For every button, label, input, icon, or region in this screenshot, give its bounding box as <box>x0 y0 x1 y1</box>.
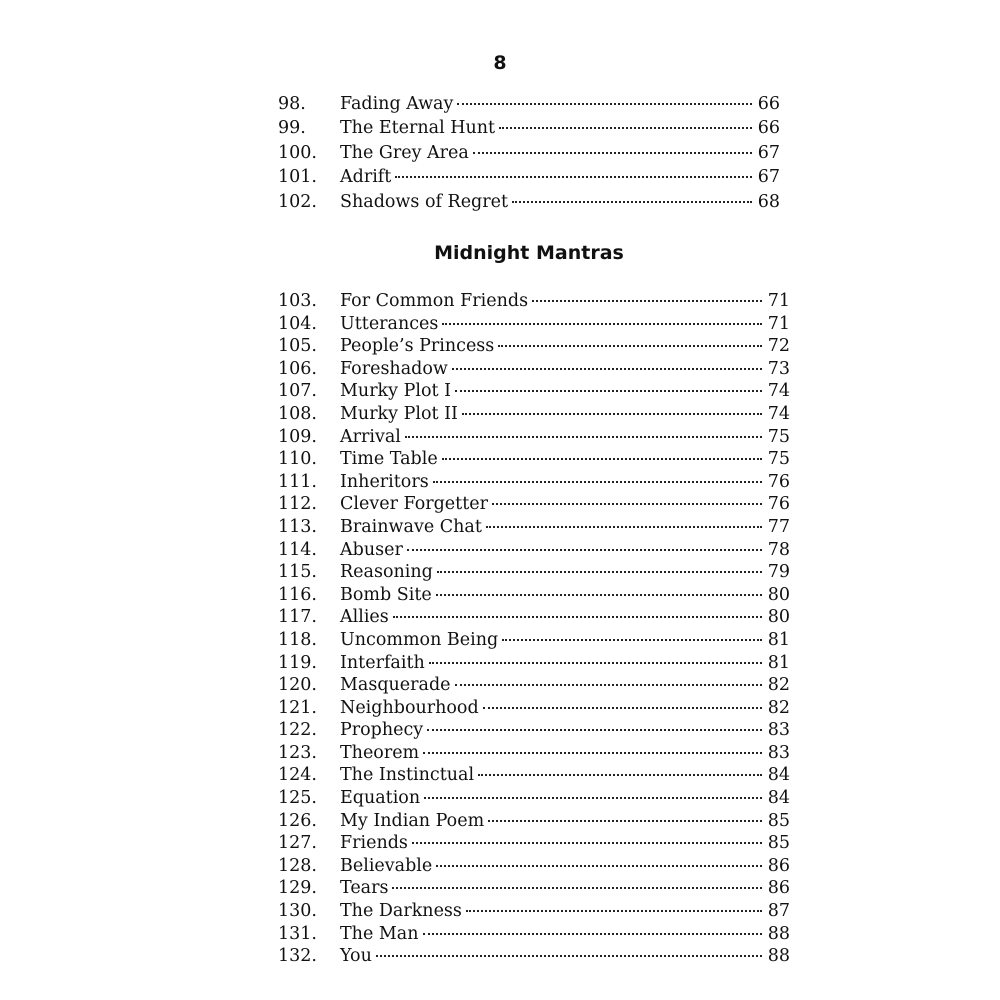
dot-leader <box>478 774 762 776</box>
entry-page-number: 84 <box>767 765 790 786</box>
entry-title: For Common Friends <box>340 291 529 311</box>
toc-entry <box>270 448 790 471</box>
dot-leader <box>423 933 763 935</box>
entry-page-number: 81 <box>767 652 790 673</box>
entry-title: Tears <box>340 878 389 899</box>
entry-title: Fading Away <box>340 94 454 114</box>
toc-entry <box>270 584 790 607</box>
toc-entry <box>270 945 790 968</box>
entry-number: 98. <box>278 94 306 114</box>
toc-entry <box>270 674 790 697</box>
entry-title: Arrival <box>340 426 401 447</box>
entry-number: 114. <box>278 539 317 560</box>
toc-entry <box>270 697 790 720</box>
dot-leader <box>442 458 762 460</box>
entry-title: Murky Plot I <box>340 381 452 402</box>
toc-entry <box>270 787 790 810</box>
toc-list-top <box>270 92 780 214</box>
toc-entry <box>270 516 790 539</box>
toc-entry <box>270 116 780 140</box>
toc-list-midnight-mantras <box>270 290 790 968</box>
dot-leader <box>455 390 762 392</box>
entry-page-number: 68 <box>757 191 780 212</box>
entry-title: The Eternal Hunt <box>340 118 496 139</box>
entry-page-number: 67 <box>757 142 780 163</box>
toc-entry <box>270 493 790 516</box>
toc-entry <box>270 471 790 494</box>
entry-title: Allies <box>340 607 389 628</box>
dot-leader <box>376 955 762 957</box>
dot-leader <box>455 684 762 686</box>
dot-leader <box>405 436 762 438</box>
toc-entry <box>270 141 780 165</box>
entry-number: 123. <box>278 742 317 763</box>
entry-number: 121. <box>278 697 317 718</box>
entry-page-number: 85 <box>767 833 790 854</box>
entry-title: Brainwave Chat <box>340 516 482 537</box>
entry-title: Neighbourhood <box>340 697 479 718</box>
entry-number: 118. <box>278 629 317 650</box>
entry-page-number: 86 <box>767 878 790 899</box>
entry-page-number: 80 <box>767 584 790 605</box>
entry-number: 131. <box>278 923 317 944</box>
entry-number: 116. <box>278 584 317 605</box>
entry-title: The Instinctual <box>340 765 475 786</box>
entry-number: 103. <box>278 291 317 311</box>
toc-entry <box>270 358 790 381</box>
dot-leader <box>466 910 762 912</box>
toc-entry <box>270 335 790 358</box>
dot-leader <box>427 729 762 731</box>
entry-number: 126. <box>278 810 317 831</box>
entry-number: 119. <box>278 652 317 673</box>
entry-page-number: 71 <box>767 291 790 311</box>
entry-number: 115. <box>278 562 317 583</box>
entry-number: 100. <box>278 142 317 163</box>
entry-title: Theorem <box>340 742 420 763</box>
dot-leader <box>407 549 762 551</box>
entry-title: Clever Forgetter <box>340 494 488 515</box>
entry-number: 108. <box>278 403 317 424</box>
entry-number: 120. <box>278 675 317 696</box>
entry-number: 111. <box>278 471 317 492</box>
entry-page-number: 88 <box>767 923 790 944</box>
entry-number: 105. <box>278 336 317 357</box>
dot-leader <box>436 865 762 867</box>
entry-title: Interfaith <box>340 652 425 673</box>
entry-page-number: 81 <box>767 629 790 650</box>
dot-leader <box>483 707 762 709</box>
toc-entry <box>270 190 780 214</box>
entry-page-number: 76 <box>767 471 790 492</box>
entry-title: Believable <box>340 855 433 876</box>
entry-title: Time Table <box>340 449 438 470</box>
dot-leader <box>498 345 762 347</box>
entry-page-number: 84 <box>767 788 790 809</box>
entry-number: 102. <box>278 191 317 212</box>
entry-page-number: 73 <box>767 358 790 379</box>
entry-page-number: 76 <box>767 494 790 515</box>
entry-page-number: 66 <box>757 118 780 139</box>
dot-leader <box>393 616 762 618</box>
toc-entry <box>270 380 790 403</box>
entry-title: Prophecy <box>340 720 424 741</box>
entry-page-number: 88 <box>767 946 790 967</box>
entry-title: The Grey Area <box>340 142 469 163</box>
entry-number: 124. <box>278 765 317 786</box>
entry-page-number: 71 <box>767 313 790 334</box>
entry-number: 113. <box>278 516 317 537</box>
dot-leader <box>395 176 752 178</box>
entry-page-number: 80 <box>767 607 790 628</box>
entry-title: Masquerade <box>340 675 451 696</box>
entry-number: 109. <box>278 426 317 447</box>
entry-page-number: 82 <box>767 697 790 718</box>
dot-leader <box>437 571 762 573</box>
entry-page-number: 85 <box>767 810 790 831</box>
toc-entry <box>270 92 780 116</box>
entry-number: 132. <box>278 946 317 967</box>
toc-entry <box>270 539 790 562</box>
dot-leader <box>392 887 762 889</box>
entry-title: Reasoning <box>340 562 433 583</box>
entry-page-number: 87 <box>767 901 790 922</box>
entry-title: Murky Plot II <box>340 403 458 424</box>
entry-page-number: 74 <box>767 403 790 424</box>
toc-entry <box>270 561 790 584</box>
dot-leader <box>433 481 762 483</box>
toc-entry <box>270 900 790 923</box>
entry-number: 122. <box>278 720 317 741</box>
entry-page-number: 86 <box>767 855 790 876</box>
toc-entry <box>270 810 790 833</box>
entry-page-number: 66 <box>757 94 780 114</box>
toc-entry <box>270 606 790 629</box>
toc-entry <box>270 832 790 855</box>
entry-number: 130. <box>278 901 317 922</box>
dot-leader <box>436 594 762 596</box>
entry-title: My Indian Poem <box>340 810 485 831</box>
dot-leader <box>502 639 762 641</box>
entry-number: 128. <box>278 855 317 876</box>
dot-leader <box>429 662 762 664</box>
entry-title: Bomb Site <box>340 584 432 605</box>
dot-leader <box>462 413 762 415</box>
entry-title: You <box>340 946 372 967</box>
toc-entry <box>270 629 790 652</box>
dot-leader <box>499 127 752 129</box>
entry-number: 117. <box>278 607 317 628</box>
dot-leader <box>486 526 762 528</box>
entry-title: Shadows of Regret <box>340 191 509 212</box>
entry-title: Friends <box>340 833 408 854</box>
entry-number: 104. <box>278 313 317 334</box>
toc-entry <box>270 719 790 742</box>
dot-leader <box>442 323 762 325</box>
entry-title: Uncommon Being <box>340 629 499 650</box>
entry-number: 110. <box>278 449 317 470</box>
entry-page-number: 78 <box>767 539 790 560</box>
toc-entry <box>270 403 790 426</box>
entry-number: 107. <box>278 381 317 402</box>
entry-title: Abuser <box>340 539 403 560</box>
entry-page-number: 75 <box>767 426 790 447</box>
entry-page-number: 79 <box>767 562 790 583</box>
toc-entry <box>270 165 780 189</box>
entry-page-number: 67 <box>757 167 780 188</box>
toc-entry <box>270 290 790 313</box>
entry-number: 127. <box>278 833 317 854</box>
entry-number: 101. <box>278 167 317 188</box>
entry-page-number: 83 <box>767 720 790 741</box>
dot-leader <box>412 842 762 844</box>
toc-entry <box>270 923 790 946</box>
entry-page-number: 77 <box>767 516 790 537</box>
toc-entry <box>270 855 790 878</box>
dot-leader <box>423 752 762 754</box>
entry-title: Adrift <box>340 167 392 188</box>
entry-page-number: 72 <box>767 336 790 357</box>
entry-title: Utterances <box>340 313 439 334</box>
dot-leader <box>424 797 762 799</box>
dot-leader <box>488 820 762 822</box>
dot-leader <box>457 103 752 105</box>
entry-number: 106. <box>278 358 317 379</box>
entry-number: 125. <box>278 788 317 809</box>
dot-leader <box>473 152 752 154</box>
entry-title: Inheritors <box>340 471 429 492</box>
entry-number: 129. <box>278 878 317 899</box>
section-heading: Midnight Mantras <box>434 242 624 264</box>
dot-leader <box>492 503 762 505</box>
page-number: 8 <box>493 52 507 74</box>
entry-title: Equation <box>340 788 421 809</box>
toc-entry <box>270 313 790 336</box>
entry-page-number: 83 <box>767 742 790 763</box>
toc-entry <box>270 426 790 449</box>
entry-page-number: 75 <box>767 449 790 470</box>
toc-entry <box>270 764 790 787</box>
toc-entry <box>270 877 790 900</box>
dot-leader <box>452 368 762 370</box>
entry-number: 112. <box>278 494 317 515</box>
entry-title: The Darkness <box>340 901 462 922</box>
entry-title: The Man <box>340 923 419 944</box>
dot-leader <box>532 300 762 302</box>
entry-page-number: 82 <box>767 675 790 696</box>
toc-entry <box>270 742 790 765</box>
entry-page-number: 74 <box>767 381 790 402</box>
toc-entry <box>270 652 790 675</box>
entry-title: Foreshadow <box>340 358 448 379</box>
entry-title: People’s Princess <box>340 336 495 357</box>
entry-number: 99. <box>278 118 306 139</box>
dot-leader <box>512 201 752 203</box>
